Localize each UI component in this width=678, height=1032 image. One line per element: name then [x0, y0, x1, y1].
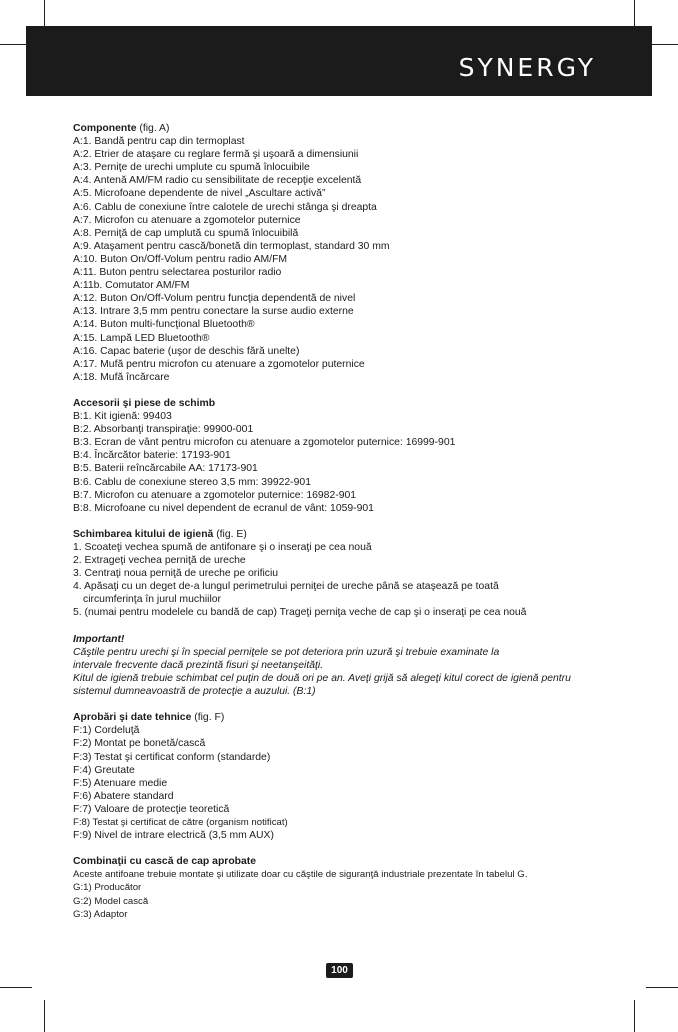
list-item: F:2) Montat pe bonetă/cască [73, 738, 206, 750]
list-item: A:3. Perniţe de urechi umplute cu spumă înlocuibile [73, 162, 310, 174]
crop-mark [0, 987, 32, 988]
list-item: A:17. Mufă pentru microfon cu atenuare a zgomotelor puternice [73, 358, 365, 370]
list-item: A:7. Microfon cu atenuare a zgomotelor puternice [73, 214, 301, 226]
figure-ref: (fig. F) [191, 712, 225, 724]
list-item: A:6. Cablu de conexiune între calotele de urechi stânga şi dreapta [73, 201, 377, 213]
list-item: B:1. Kit igienă: 99403 [73, 411, 172, 423]
list-item: B:6. Cablu de conexiune stereo 3,5 mm: 39922-901 [73, 476, 311, 488]
list-item: A:18. Mufă încărcare [73, 371, 170, 383]
hygiene-section [73, 528, 633, 620]
list-item: A:5. Microfoane dependente de nivel „Ascultare activă” [73, 188, 326, 200]
list-item: A:1. Bandă pentru cap din termoplast [73, 136, 245, 148]
list-item: 5. (numai pentru modelele cu bandă de cap) Trageţi perniţa veche de cap şi o inseraţi pe cea nouă [73, 607, 527, 619]
notice-title: Important! [73, 633, 125, 645]
list-item: A:11. Buton pentru selectarea posturilor radio [73, 267, 282, 279]
list-item: A:8. Perniţă de cap umplută cu spumă înlocuibilă [73, 227, 299, 239]
accessories-section [73, 397, 633, 515]
notice-line: sistemul dumneavoastră de protecţie a auzului. (B:1) [73, 686, 316, 698]
section-title: Combinaţii cu cască de cap aprobate [73, 856, 257, 868]
combinations-section [73, 855, 633, 920]
list-item: F:5) Atenuare medie [73, 777, 168, 789]
document-body [73, 122, 633, 934]
list-item: A:2. Etrier de ataşare cu reglare fermă şi uşoară a dimensiunii [73, 149, 359, 161]
notice-line: Kitul de igienă trebuie schimbat cel puţin de două ori pe an. Aveţi grijă să alegeţi kitul corect de igienă pentru [73, 672, 571, 684]
list-item: F:9) Nivel de intrare electrică (3,5 mm AUX) [73, 830, 274, 842]
list-item: 4. Apăsaţi cu un deget de-a lungul perimetrului perniţei de ureche până se ataşează pe toată [73, 581, 499, 593]
list-item: F:6) Abatere standard [73, 790, 174, 802]
list-item: B:7. Microfon cu atenuare a zgomotelor puternice: 16982-901 [73, 489, 357, 501]
list-item: A:9. Ataşament pentru cască/bonetă din termoplast, standard 30 mm [73, 240, 390, 252]
components-section [73, 122, 633, 384]
list-item: B:4. Încărcător baterie: 17193-901 [73, 450, 231, 462]
section-title: Componente [73, 123, 137, 134]
approvals-section [73, 711, 633, 842]
section-title: Schimbarea kitului de igienă [73, 528, 214, 540]
paragraph: Aceste antifoane trebuie montate şi utilizate doar cu căştile de siguranţă industriale prezentate în tabelul G. [73, 869, 528, 881]
list-item: B:8. Microfoane cu nivel dependent de ecranul de vânt: 1059-901 [73, 502, 374, 514]
list-item: G:1) Producător [73, 882, 142, 894]
header-bar [26, 26, 652, 96]
section-title: Aprobări şi date tehnice [73, 712, 192, 724]
section-title: Accesorii şi piese de schimb [73, 397, 216, 409]
list-item: A:15. Lampă LED Bluetooth® [73, 332, 210, 344]
list-item: B:2. Absorbanţi transpiraţie: 99900-001 [73, 424, 254, 436]
figure-ref: (fig. E) [213, 528, 247, 540]
brand-logo: SYNERGY [458, 53, 596, 82]
list-item: A:16. Capac baterie (uşor de deschis fără unelte) [73, 345, 300, 357]
crop-mark [646, 987, 678, 988]
list-item: A:14. Buton multi-funcţional Bluetooth® [73, 319, 255, 331]
crop-mark [634, 1000, 635, 1032]
list-item: A:10. Buton On/Off-Volum pentru radio AM/FM [73, 253, 288, 265]
list-item: A:11b. Comutator AM/FM [73, 280, 190, 292]
list-item: A:12. Buton On/Off-Volum pentru funcţia dependentă de nivel [73, 293, 356, 305]
list-item: F:7) Valoare de protecţie teoretică [73, 803, 230, 815]
list-item: 1. Scoateţi vechea spumă de antifonare şi o inseraţi pe cea nouă [73, 542, 372, 553]
list-item: 3. Centraţi noua perniţă de ureche pe orificiu [73, 568, 279, 580]
list-item: F:8) Testat şi certificat de către (organism notificat) [73, 816, 288, 828]
list-item-continuation: circumferinţa în jurul muchiilor [83, 594, 222, 606]
list-item: G:3) Adaptor [73, 908, 128, 920]
list-item: B:5. Baterii reîncărcabile AA: 17173-901 [73, 463, 258, 475]
list-item: B:3. Ecran de vânt pentru microfon cu atenuare a zgomotelor puternice: 16999-901 [73, 437, 456, 449]
notice-line: Căştile pentru urechi şi în special perniţele se pot deteriora prin uzură şi trebuie examinate la [73, 646, 500, 658]
list-item: A:4. Antenă AM/FM radio cu sensibilitate de recepţie excelentă [73, 175, 362, 187]
figure-ref: (fig. A) [136, 123, 170, 134]
list-item: F:4) Greutate [73, 764, 135, 776]
list-item: A:13. Intrare 3,5 mm pentru conectare la surse audio externe [73, 306, 354, 318]
list-item: G:2) Model cască [73, 895, 149, 907]
list-item: 2. Extrageţi vechea perniţă de ureche [73, 555, 246, 567]
page-number: 100 [326, 963, 353, 978]
crop-mark [44, 1000, 45, 1032]
list-item: F:1) Cordeluţă [73, 725, 140, 737]
important-notice [73, 633, 633, 698]
notice-line: intervale frecvente dacă prezintă fisuri şi neetanşeităţi. [73, 659, 324, 671]
list-item: F:3) Testat şi certificat conform (standarde) [73, 751, 271, 763]
